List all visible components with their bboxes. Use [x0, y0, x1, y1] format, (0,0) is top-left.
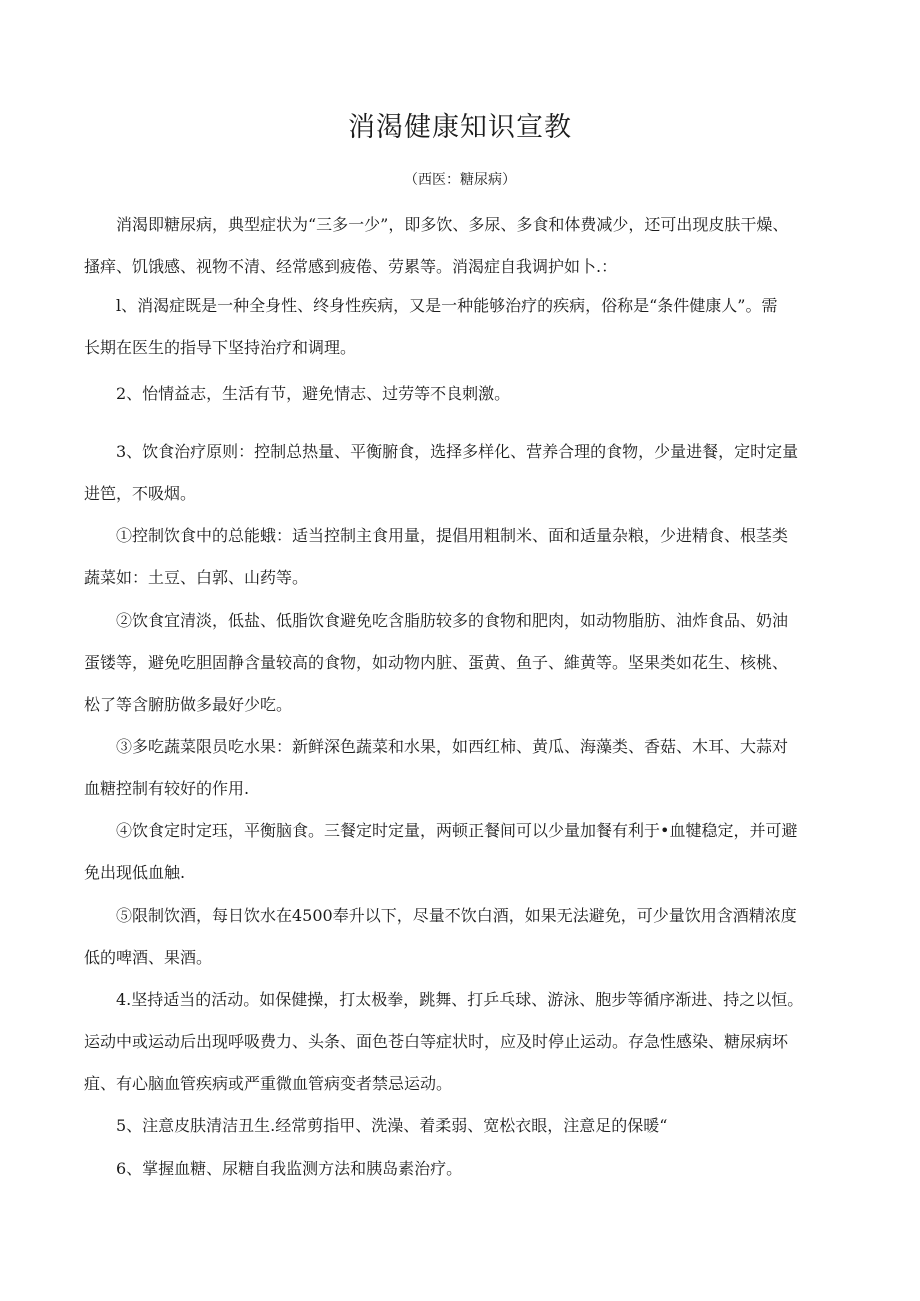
paragraph-line: 血糖控制有较好的作用. — [84, 779, 250, 798]
paragraph-line: 4.坚持适当的活动。如保健操，打太极拳，跳舞、打乒乓球、游泳、胞步等循序渐进、持之以恒。 — [116, 990, 804, 1009]
item-3-1-paragraph — [84, 515, 840, 599]
paragraph-line: 松了等含腑肪做多最好少吃。 — [84, 695, 293, 714]
page-title: 消渴健康知识宣教 — [348, 112, 572, 143]
paragraph-line: 5、注意皮肤清洁丑生.经常剪指甲、洗澡、着柔弱、宽松衣眼，注意足的保暖“ — [116, 1116, 668, 1135]
item-4-paragraph — [84, 979, 840, 1105]
paragraph-line: ④饮食定时定珏，平衡脑食。三餐定时定量，两顿正餐间可以少量加餐有利于•血犍稳定，并可避 — [116, 821, 798, 840]
paragraph-line: 长期在医生的指导下坚持治疗和调理。 — [84, 338, 357, 357]
paragraph-line: ②饮食宜清淡，低盐、低脂饮食避免吃含脂肪较多的食物和肥肉，如动物脂肪、油炸食品、奶油 — [116, 611, 789, 630]
paragraph-line: ①控制饮食中的总能蛾：适当控制主食用量，提倡用粗制米、面和适量杂粮，少进精食、根茎类 — [116, 526, 789, 545]
paragraph-line: ⑤限制饮酒，每日饮水在4500奉升以下，尽量不饮白酒，如果无法避免，可少量饮用含酒精浓度 — [116, 906, 797, 925]
item-5-paragraph — [84, 1105, 840, 1147]
paragraph-line: 运动中或运动后出现呼吸费力、头条、面色苍白等症状时，应及时停止运动。存急性感染、糖尿病坏 — [84, 1032, 789, 1051]
item-3-2-paragraph — [84, 600, 840, 726]
item-1-paragraph — [84, 285, 840, 369]
item-2-paragraph — [84, 373, 840, 415]
page-subtitle: （西医：糖尿病） — [404, 172, 516, 188]
paragraph-line: 免出现低血触. — [84, 863, 186, 882]
paragraph-line: 消渴即糖尿病，典型症状为“三多一少”，即多饮、多尿、多食和体费减少，还可出现皮肤干燥、 — [116, 215, 789, 234]
paragraph-line: 6、掌握血糖、尿糖自我监测方法和胰岛素治疗。 — [116, 1159, 463, 1178]
paragraph-line: 2、怡情益志，生活有节，避免情志、过劳等不良刺激。 — [116, 384, 511, 403]
item-3-paragraph — [84, 431, 840, 515]
paragraph-line: ③多吃蔬菜限员吃水果：新鲜深色蔬菜和水果，如西红柿、黄瓜、海藻类、香菇、木耳、大蒜对 — [116, 737, 789, 756]
item-3-5-paragraph — [84, 895, 840, 979]
paragraph-line: 搔痒、饥饿感、视物不清、经常感到疲倦、劳累等。消渴症自我调护如卜.： — [84, 257, 618, 276]
item-3-4-paragraph — [84, 810, 840, 894]
intro-paragraph — [84, 204, 840, 288]
paragraph-line: 3、饮食治疗原则：控制总热量、平衡腑食，选择多样化、营养合理的食物，少量进餐，定时定量 — [116, 442, 799, 461]
paragraph-line: 疽、有心脑血管疾病或严重微血管病变者禁忌运动。 — [84, 1074, 453, 1093]
paragraph-line: 进笆，不吸烟。 — [84, 484, 197, 503]
item-6-paragraph — [84, 1148, 840, 1190]
paragraph-line: l、消渴症既是一种全身性、终身性疾病，又是一种能够治疗的疾病，俗称是“条件健康人”。需 — [116, 296, 778, 315]
paragraph-line: 蛋镂等，避免吃胆固静含量较高的食物，如动物内脏、蛋黄、鱼子、維黄等。坚果类如花生、核桃、 — [84, 653, 789, 672]
item-3-3-paragraph — [84, 726, 840, 810]
paragraph-line: 蔬菜如：土豆、白郭、山药等。 — [84, 568, 309, 587]
paragraph-line: 低的啤酒、果酒。 — [84, 948, 213, 967]
